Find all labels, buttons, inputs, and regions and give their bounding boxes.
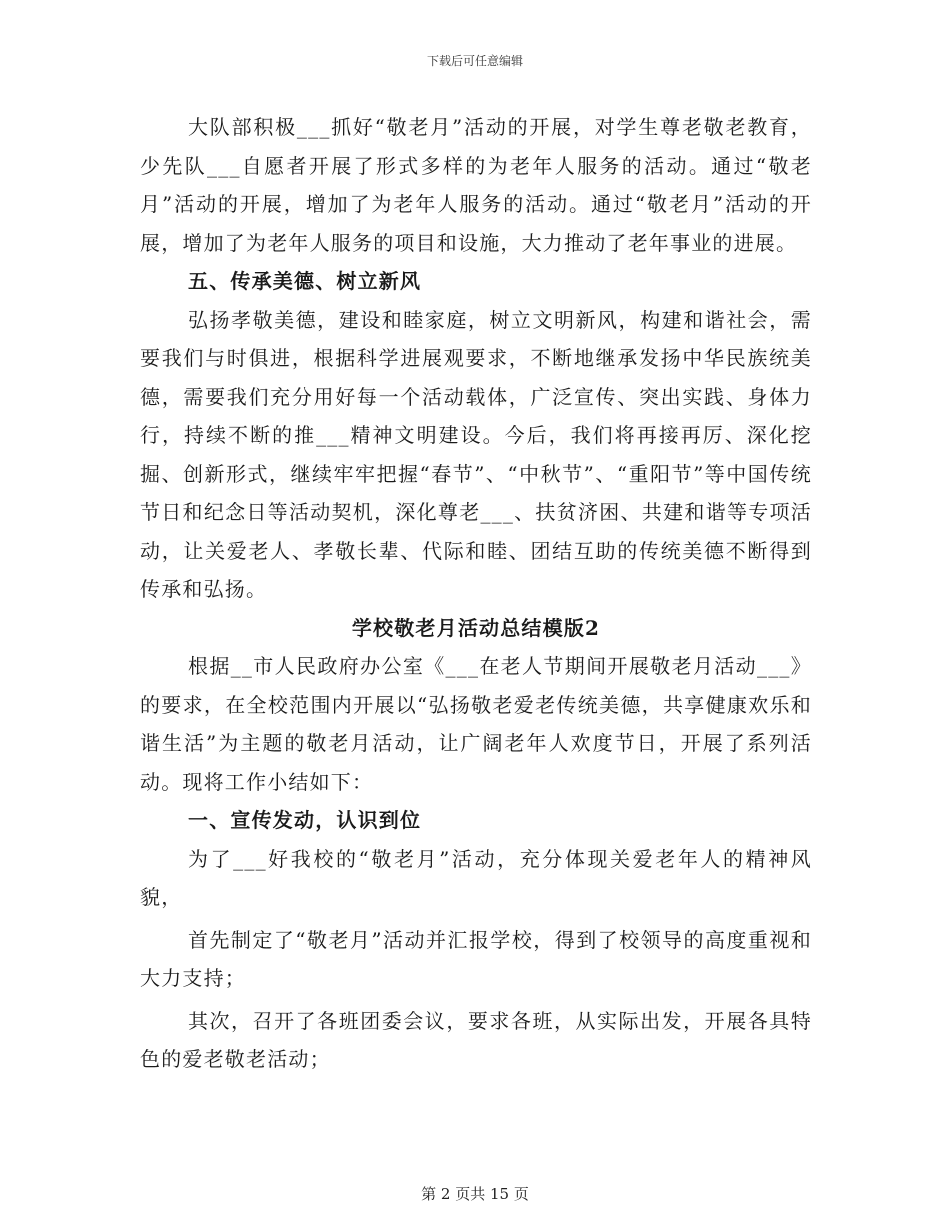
section-heading-five: 五、传承美德、树立新风 — [188, 269, 422, 293]
paragraph-purpose: 为了___好我校的“敬老月”活动，充分体现关爱老年人的精神风貌， — [140, 846, 812, 909]
paragraph-second-step: 其次，召开了各班团委会议，要求各班，从实际出发，开展各具特色的爱老敬老活动； — [140, 1008, 812, 1071]
section-heading-one: 一、宣传发动，认识到位 — [188, 808, 422, 832]
page-number-footer: 第 2 页共 15 页 — [421, 1185, 529, 1203]
document-title-2: 学校敬老月活动总结模版2 — [351, 615, 601, 640]
document-body — [140, 108, 812, 1079]
page-header-note: 下载后可任意编辑 — [426, 54, 523, 68]
paragraph-first-step: 首先制定了“敬老月”活动并汇报学校，得到了校领导的高度重视和大力支持； — [140, 927, 812, 990]
paragraph-brigade-activities: 大队部积极___抓好“敬老月”活动的开展，对学生尊老敬老教育，少先队___自愿者开展了形式多样的为老年人服务的活动。通过“敬老月”活动的开展，增加了为老年人服务的活动。通过“敬老月”活动的开展，增加了为老年人服务的项目和设施，大力推动了老年事业的进展。 — [140, 115, 812, 255]
paragraph-virtue-inheritance: 弘扬孝敬美德，建设和睦家庭，树立文明新风，构建和谐社会，需要我们与时俱进，根据科学进展观要求，不断地继承发扬中华民族统美德，需要我们充分用好每一个活动载体，广泛宣传、突出实践、身体力行，持续不断的推___精神文明建设。今后，我们将再接再厉、深化挖掘、创新形式，继续牢牢把握“春节”、“中秋节”、“重阳节”等中国传统节日和纪念日等活动契机，深化尊老___、扶贫济困、共建和谐等专项活动，让关爱老人、孝敬长辈、代际和睦、团结互助的传统美德不断得到传承和弘扬。 — [140, 307, 812, 601]
paragraph-introduction: 根据__市人民政府办公室《___在老人节期间开展敬老月活动___》的要求，在全校范围内开展以“弘扬敬老爱老传统美德，共享健康欢乐和谐生活”为主题的敬老月活动，让广阔老年人欢度节日，开展了系列活动。现将工作小结如下： — [140, 654, 812, 794]
